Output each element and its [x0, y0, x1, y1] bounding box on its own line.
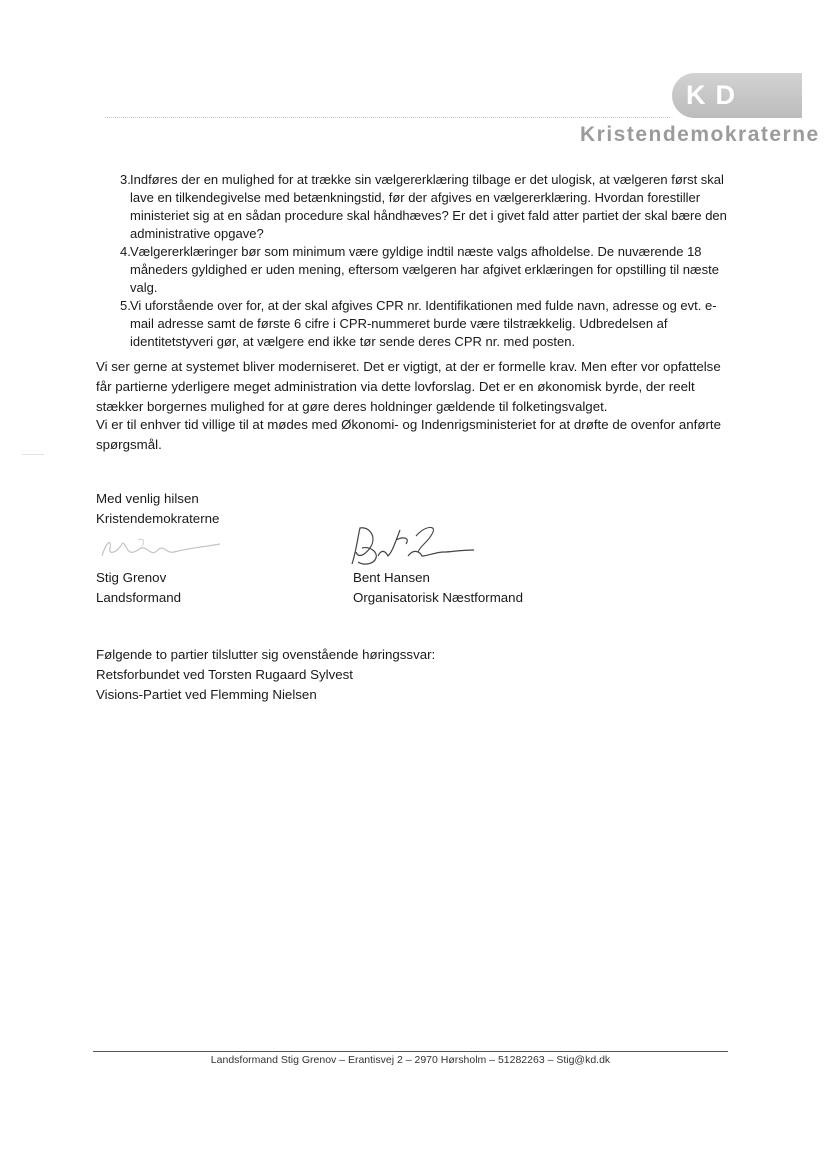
- signature-bent-hansen: [348, 522, 478, 570]
- list-item-text: Indføres der en mulighed for at trække sin vælgererklæring tilbage er det ulogisk, at vælgeren først skal lave en tilkendegivelse med betænkningstid, før der afgives en vælgererklæring. Hvordan forestiller ministeriet sig at en sådan procedure skal håndhæves? Er det i givet fald atter partiet der skal bære den administrative opgave?: [130, 172, 727, 241]
- supporting-party: Retsforbundet ved Torsten Rugaard Sylvest: [96, 667, 353, 682]
- signer-name: Bent Hansen: [353, 570, 430, 585]
- footer-divider: [93, 1051, 728, 1052]
- list-item: [96, 243, 736, 297]
- support-intro: Følgende to partier tilslutter sig ovenstående høringssvar:: [96, 647, 436, 662]
- footer-contact: Landsformand Stig Grenov – Erantisvej 2 – 2970 Hørsholm – 51282263 – Stig@kd.dk: [210, 1054, 611, 1066]
- paragraph-meeting: Vi er til enhver tid villige til at mødes med Økonomi- og Indenrigsministeriet for at drøfte de ovenfor anførte spørgsmål.: [96, 417, 721, 452]
- party-name-header: Kristendemokraterne: [580, 123, 820, 146]
- signature-stig-grenov: [96, 532, 226, 564]
- list-item-number: 3.: [120, 172, 131, 187]
- scan-artifact: [22, 454, 44, 455]
- signer-name: Stig Grenov: [96, 570, 167, 585]
- closing-organization: Kristendemokraterne: [96, 511, 220, 526]
- closing-greeting: Med venlig hilsen: [96, 491, 199, 506]
- list-item-text: Vælgererklæringer bør som minimum være gyldige indtil næste valgs afholdelse. De nuværende 18 måneders gyldighed er uden mening, eftersom vælgeren har afgivet erklæringen for opstilling til næste valg.: [130, 244, 719, 295]
- header-divider: [105, 117, 670, 118]
- list-item-text: Vi uforstående over for, at der skal afgives CPR nr. Identifikationen med fulde navn, adresse og evt. e-mail adresse samt de første 6 cifre i CPR-nummeret burde være tilstrækkelig. Udbredelsen af identitetstyveri gør, at vælgere end ikke tør sende deres CPR nr. med posten.: [130, 298, 717, 349]
- list-item-number: 5.: [120, 298, 131, 313]
- supporting-parties: [96, 645, 435, 705]
- list-item-number: 4.: [120, 244, 131, 259]
- signer-title: Landsformand: [96, 590, 182, 605]
- list-item: [96, 171, 736, 243]
- list-item: [96, 297, 736, 351]
- paragraph-modernisation: Vi ser gerne at systemet bliver moderniseret. Det er vigtigt, at der er formelle krav. Men efter vor opfattelse får partierne yderligere meget administration via dette lovforslag. Det er en økonomisk byrde, der reelt stækker borgernes mulighed for at gøre deres holdninger gældende til folketingsvalget.: [96, 359, 721, 414]
- kd-logo: KD: [672, 73, 802, 118]
- supporting-party: Visions-Partiet ved Flemming Nielsen: [96, 687, 317, 702]
- signer-title: Organisatorisk Næstformand: [353, 590, 523, 605]
- numbered-list: [96, 171, 736, 351]
